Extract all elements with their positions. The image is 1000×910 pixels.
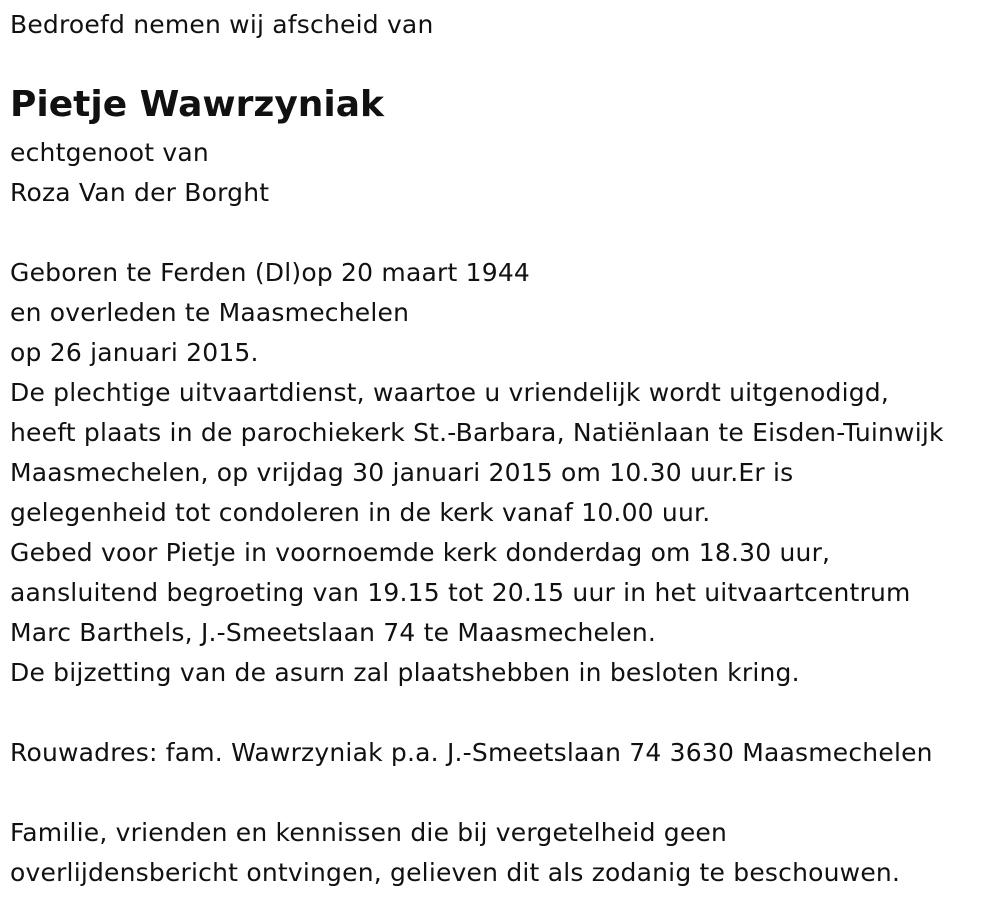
details-line: heeft plaats in de parochiekerk St.-Barbara, Natiënlaan te Eisden-Tuinwijk	[10, 418, 944, 447]
details-line: op 26 januari 2015.	[10, 338, 259, 367]
intro-text: Bedroefd nemen wij afscheid van	[10, 10, 434, 39]
closing-block	[10, 813, 900, 893]
details-line: Geboren te Ferden (Dl)op 20 maart 1944	[10, 258, 531, 287]
closing-line: Familie, vrienden en kennissen die bij vergetelheid geen	[10, 818, 728, 847]
details-block	[10, 253, 944, 693]
spouse-name: Roza Van der Borght	[10, 178, 270, 207]
mourning-address: Rouwadres: fam. Wawrzyniak p.a. J.-Smeetslaan 74 3630 Maasmechelen	[10, 738, 933, 767]
details-line: en overleden te Maasmechelen	[10, 298, 410, 327]
details-line: Marc Barthels, J.-Smeetslaan 74 te Maasmechelen.	[10, 618, 657, 647]
relation-block	[10, 133, 269, 213]
details-line: De plechtige uitvaartdienst, waartoe u vriendelijk wordt uitgenodigd,	[10, 378, 889, 407]
relation-line: echtgenoot van	[10, 138, 209, 167]
details-line: Gebed voor Pietje in voornoemde kerk donderdag om 18.30 uur,	[10, 538, 831, 567]
details-line: aansluitend begroeting van 19.15 tot 20.15 uur in het uitvaartcentrum	[10, 578, 911, 607]
details-line: gelegenheid tot condoleren in de kerk vanaf 10.00 uur.	[10, 498, 711, 527]
details-line: De bijzetting van de asurn zal plaatshebben in besloten kring.	[10, 658, 800, 687]
details-line: Maasmechelen, op vrijdag 30 januari 2015 om 10.30 uur.Er is	[10, 458, 794, 487]
address-block	[10, 733, 933, 773]
closing-line: overlijdensbericht ontvingen, gelieven dit als zodanig te beschouwen.	[10, 858, 901, 887]
deceased-name: Pietje Wawrzyniak	[10, 84, 384, 125]
